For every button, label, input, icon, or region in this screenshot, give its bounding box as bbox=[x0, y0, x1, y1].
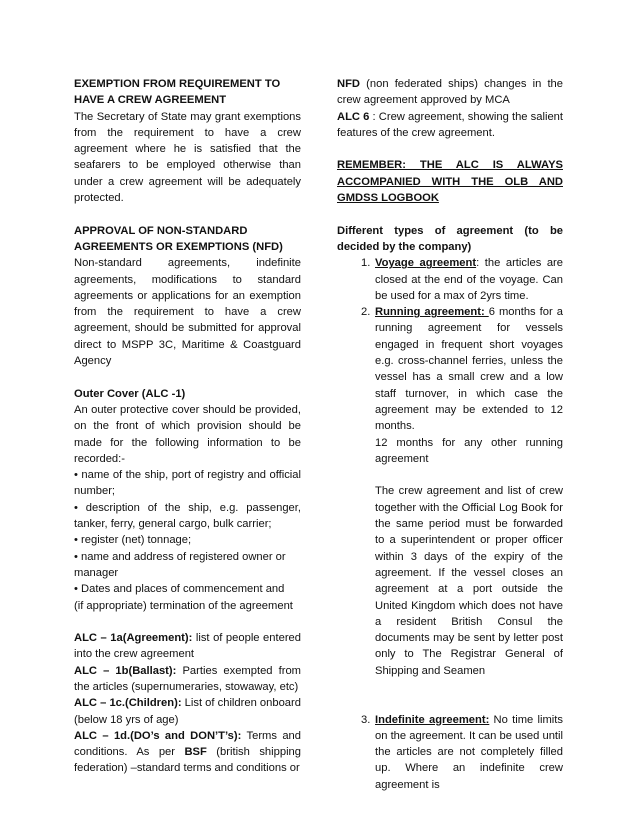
outer-cover-bullet: • name and address of registered owner or manager bbox=[74, 550, 286, 579]
alc-1b: ALC – 1b(Ballast): Parties exempted from the articles (supernumeraries, stowaway, etc) bbox=[74, 664, 301, 693]
approval-heading-line2: AGREEMENTS OR EXEMPTIONS (NFD) bbox=[74, 240, 283, 253]
alc-1c: ALC – 1c.(Children): List of children onboard (below 18 yrs of age) bbox=[74, 697, 301, 726]
outer-cover-bullet: • description of the ship, e.g. passenger, tanker, ferry, general cargo, bulk carrier; bbox=[74, 501, 301, 531]
outer-cover-bullet: • name of the ship, port of registry and official number; bbox=[74, 469, 301, 498]
exemption-body: The Secretary of State may grant exemptions from the requirement to have a crew agreement where he is satisfied that the seafarers to be employed otherwise than under a crew agreement will be adequately protected. bbox=[74, 110, 301, 205]
exemption-heading-line1: EXEMPTION FROM REQUIREMENT TO bbox=[74, 78, 281, 90]
outer-cover-bullet: • Dates and places of commencement and bbox=[74, 583, 285, 596]
right-column bbox=[337, 76, 563, 793]
crew-list-paragraph: The crew agreement and list of crew together with the Official Log Book for the same period must be forwarded to a superintendent or proper officer within 3 days of the expiry of the agreement. If the vessel closes an agreement at a port outside the United Kingdom which does not have a resident British Consul the documents may be sent by letter post only to The Registrar General of Shipping and Seamen bbox=[375, 485, 563, 677]
nfd-paragraph: NFD (non federated ships) changes in the crew agreement approved by MCA bbox=[337, 78, 563, 107]
exemption-heading-line2: HAVE A CREW AGREEMENT bbox=[74, 94, 227, 107]
outer-cover-bullet: • register (net) tonnage; bbox=[74, 534, 192, 547]
alc-1d: ALC – 1d.(DO’s and DON’T’s): Terms and conditions. As per BSF (british shipping federation) –standard terms and conditions or bbox=[74, 729, 301, 775]
outer-cover-body: An outer protective cover should be provided, on the front of which provision should be made for the following information to be recorded:- bbox=[74, 403, 301, 465]
alc6-paragraph: ALC 6 : Crew agreement, showing the salient features of the crew agreement. bbox=[337, 110, 563, 139]
alc-1a: ALC – 1a(Agreement): list of people entered into the crew agreement bbox=[74, 632, 301, 661]
approval-body: Non-standard agreements, indefinite agreements, modifications to standard agreements or applications for an exemption from the requirement to have a crew agreement, should be submitted for approval direct to MSPP 3C, Maritime & Coastguard Agency bbox=[74, 257, 301, 368]
running-extra: 12 months for any other running agreement bbox=[375, 436, 563, 465]
approval-heading-line1: APPROVAL OF NON-STANDARD bbox=[74, 224, 248, 237]
type-voyage-item: 1. Voyage agreement: the articles are closed at the end of the voyage. Can be used for a max of 2yrs time. bbox=[361, 257, 563, 302]
outer-cover-heading: Outer Cover (ALC -1) bbox=[74, 387, 186, 400]
type-running-item: 2. Running agreement: 6 months for a running agreement for vessels engaged in frequent short voyages e.g. cross-channel ferries, unless the vessel has a small crew and a low staff turnover, in which case the agreement may be extended to 12 months. bbox=[361, 306, 563, 433]
left-column bbox=[74, 76, 301, 777]
types-heading: Different types of agreement (to be decided by the company) bbox=[337, 224, 563, 253]
type-indefinite-item: 3. Indefinite agreement: No time limits on the agreement. It can be used until the articles are not completely filled up. Where an indefinite crew agreement is bbox=[361, 713, 563, 791]
outer-cover-last-line: (if appropriate) termination of the agreement bbox=[74, 599, 293, 612]
remember-note: REMEMBER: THE ALC IS ALWAYS ACCOMPANIED WITH THE OLB AND GMDSS LOGBOOK bbox=[337, 159, 563, 205]
